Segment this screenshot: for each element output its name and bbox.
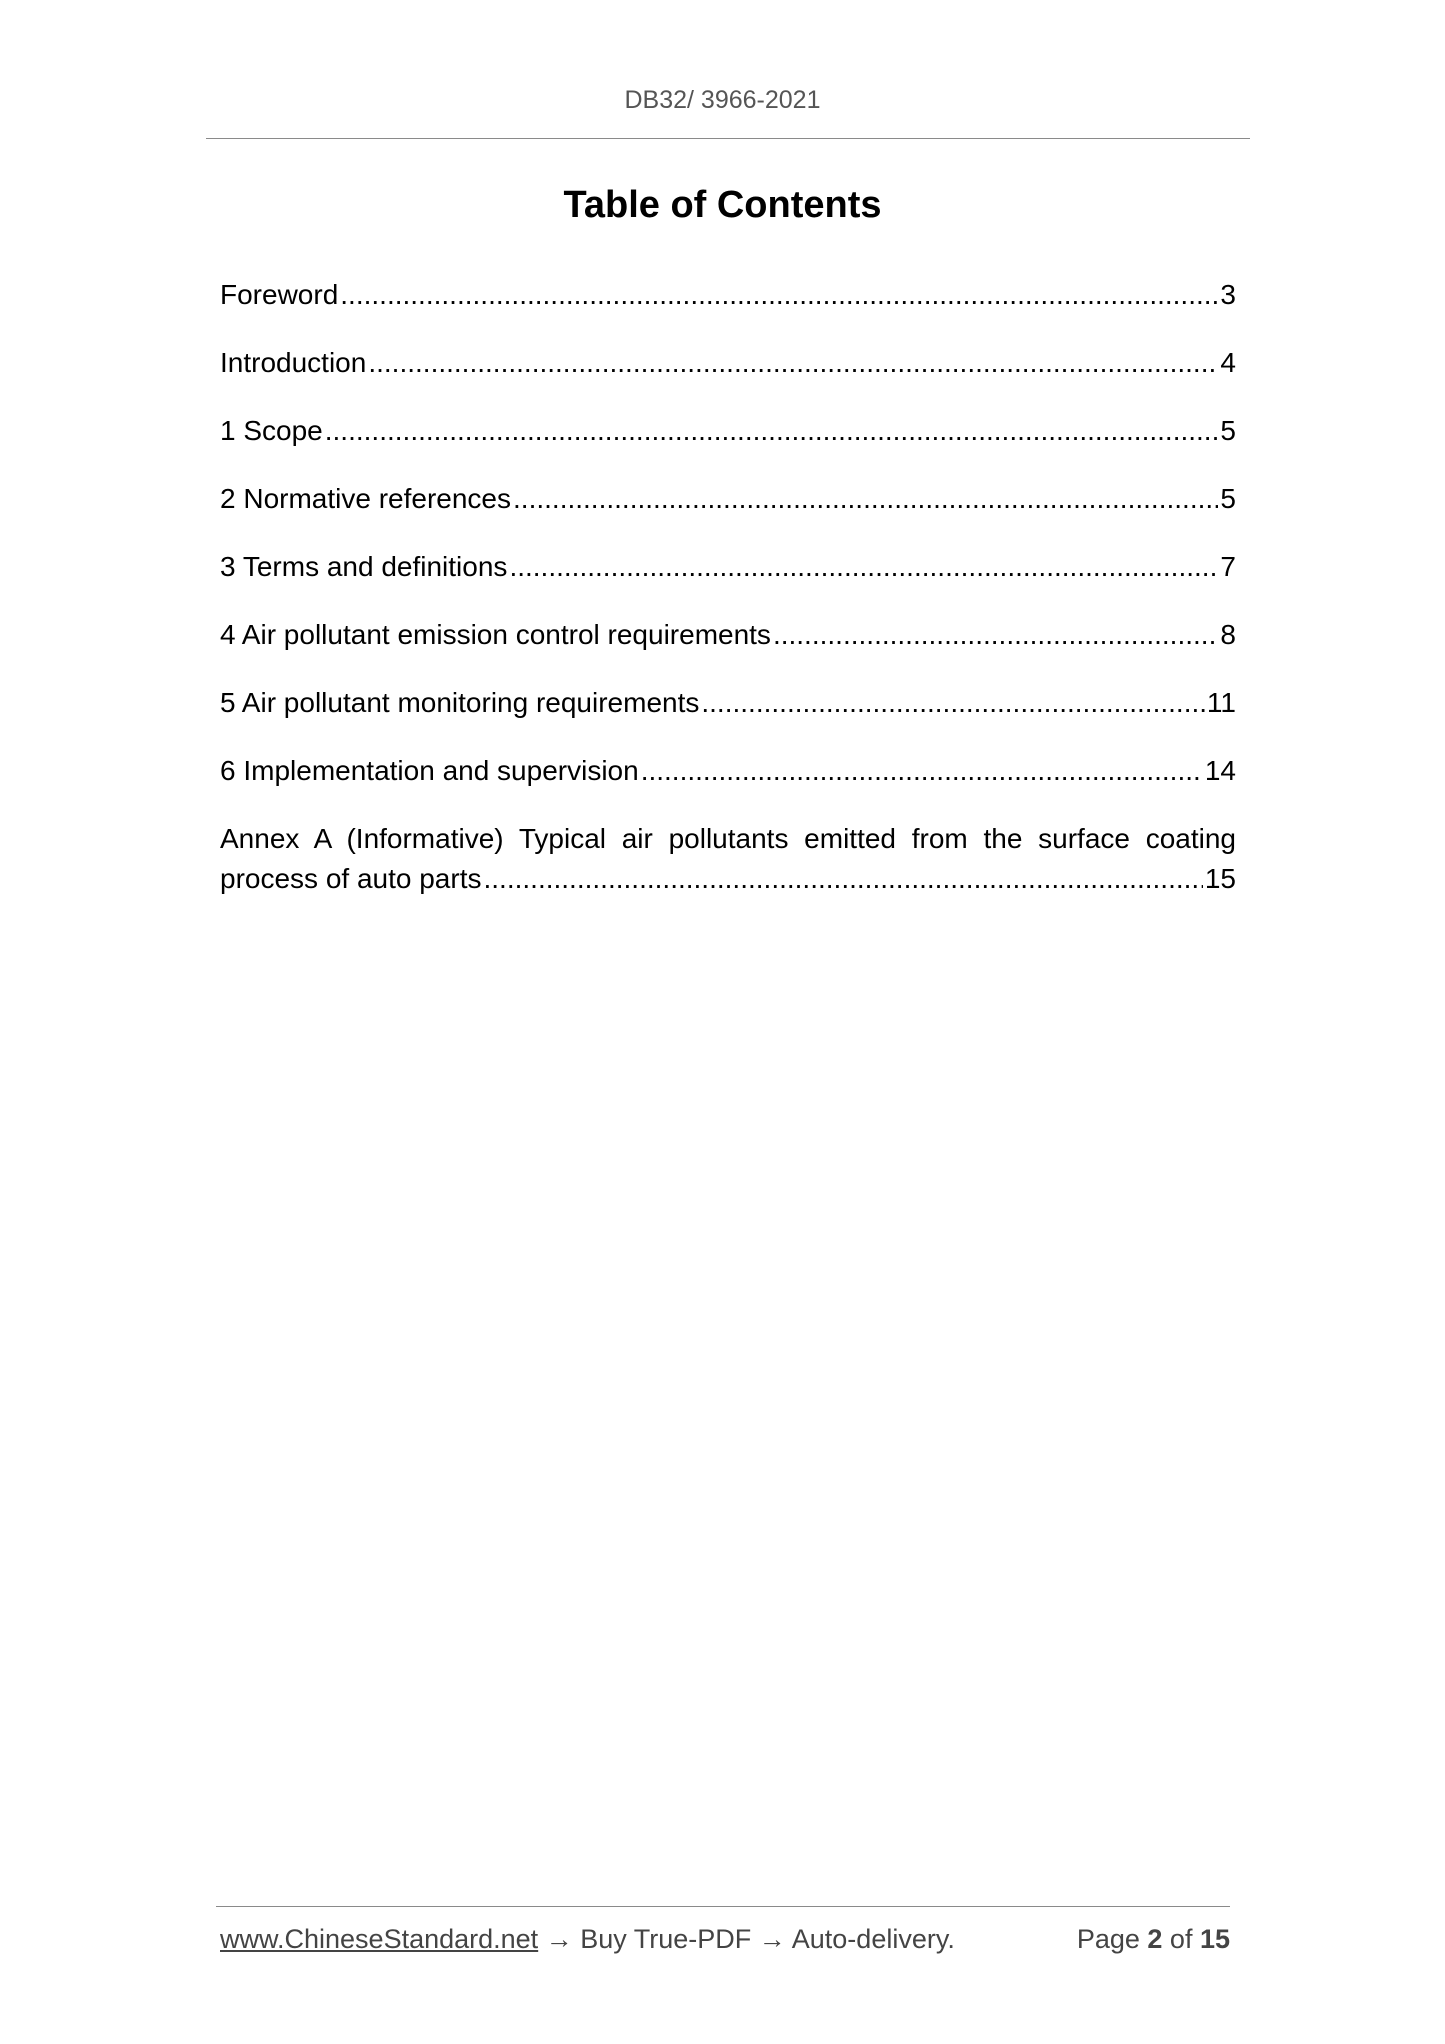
header-divider [206,138,1250,139]
toc-entry-label-line2: process of auto parts [220,863,482,894]
toc-entry-implementation[interactable] [220,751,1236,819]
toc-entry-label: Introduction [220,347,367,378]
toc-entry-page: 8 [1220,619,1236,650]
arrow-icon: → [538,1924,581,1954]
toc-entry-monitoring[interactable] [220,683,1236,751]
total-page-number: 15 [1199,1924,1230,1954]
of-word: of [1162,1924,1200,1954]
toc-entry-page: 14 [1204,755,1236,786]
toc-entry-emission-control[interactable] [220,615,1236,683]
toc-leader-dots [325,411,1219,451]
toc-entry-page: 5 [1220,483,1236,514]
toc-leader-dots [701,683,1205,723]
table-of-contents [220,275,1236,903]
toc-entry-annex-a[interactable] [220,819,1236,903]
toc-entry-terms-definitions[interactable] [220,547,1236,615]
toc-entry-label: 5 Air pollutant monitoring requirements [220,687,700,718]
footer-divider [216,1906,1230,1907]
toc-leader-dots [483,859,1202,899]
footer-promo [220,1924,955,1955]
buy-text: Buy True-PDF [580,1924,752,1954]
toc-entry-scope[interactable] [220,411,1236,479]
toc-entry-page: 15 [1204,863,1236,894]
toc-leader-dots [340,275,1218,315]
toc-leader-dots [368,343,1218,383]
page-word: Page [1076,1924,1148,1954]
toc-entry-normative-references[interactable] [220,479,1236,547]
toc-entry-page: 3 [1220,279,1236,310]
current-page-number: 2 [1147,1924,1163,1954]
website-link[interactable]: www.ChineseStandard.net [220,1924,539,1954]
toc-entry-introduction[interactable] [220,343,1236,411]
toc-entry-page: 11 [1206,687,1236,718]
toc-leader-dots [641,751,1203,791]
toc-entry-label: Foreword [220,279,339,310]
arrow-icon: → [751,1924,792,1954]
page-title: Table of Contents [563,184,882,226]
toc-entry-label: 6 Implementation and supervision [220,755,639,786]
toc-entry-label: 2 Normative references [220,483,512,514]
toc-leader-dots [509,547,1218,587]
toc-entry-page: 4 [1220,347,1236,378]
page-indicator [1077,1924,1230,1955]
page-footer [220,1924,1230,1955]
toc-entry-label: 1 Scope [220,415,323,446]
toc-entry-foreword[interactable] [220,275,1236,343]
toc-entry-page: 7 [1220,551,1236,582]
delivery-text: Auto-delivery. [791,1924,955,1954]
toc-entry-page: 5 [1220,415,1236,446]
document-code: DB32/ 3966-2021 [624,86,821,114]
toc-entry-label-line1: Annex A (Informative) Typical air pollutants emitted from the surface coating [220,823,1236,854]
toc-leader-dots [773,615,1218,655]
toc-leader-dots [513,479,1218,519]
toc-entry-label: 4 Air pollutant emission control requirements [220,619,771,650]
toc-entry-label: 3 Terms and definitions [220,551,508,582]
